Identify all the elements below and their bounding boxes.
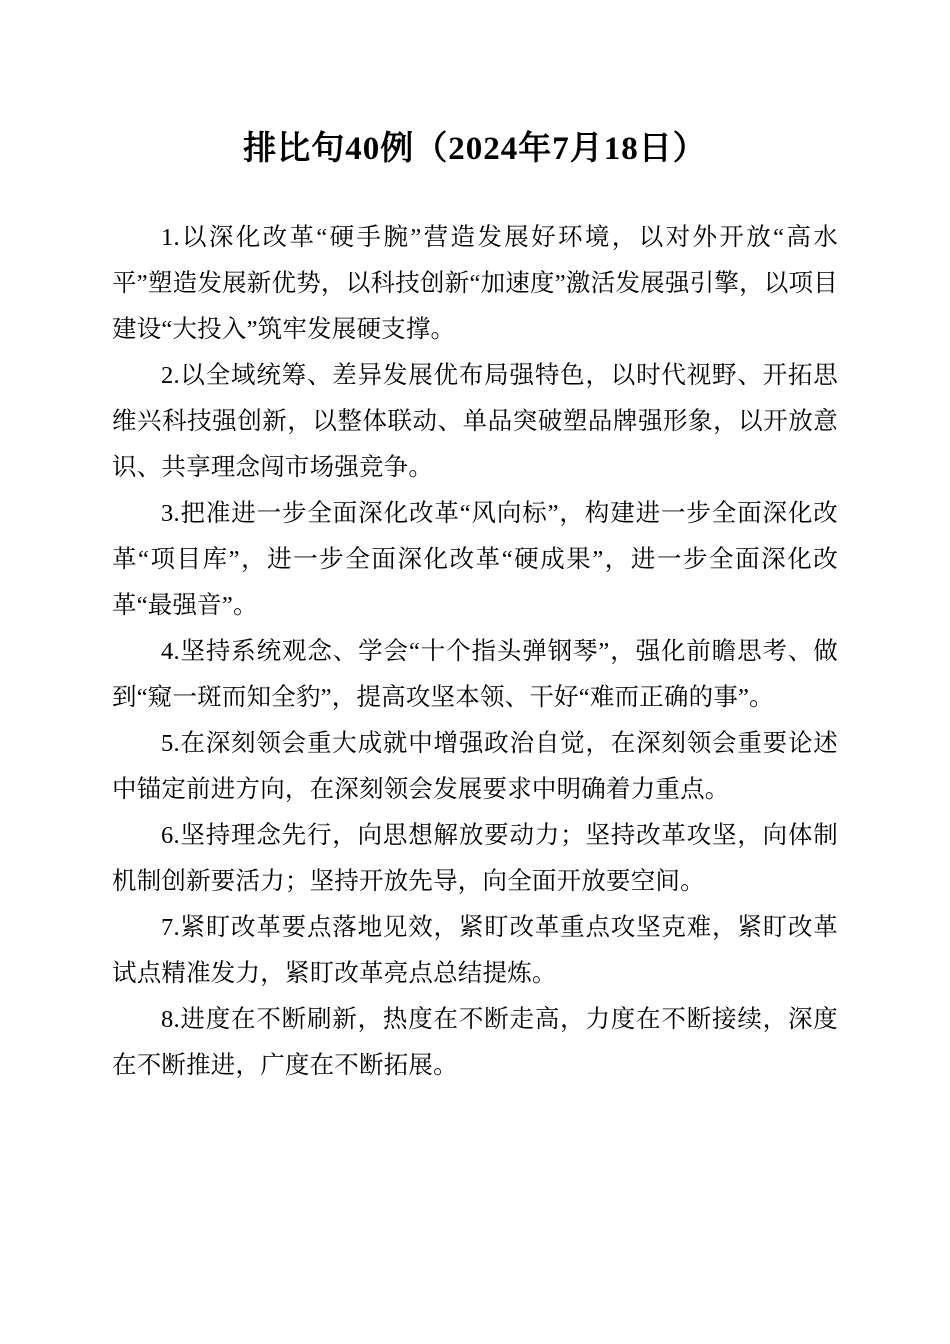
paragraph-item: 7.紧盯改革要点落地见效，紧盯改革重点攻坚克难，紧盯改革试点精准发力，紧盯改革亮点总结提炼。 bbox=[112, 913, 838, 987]
paragraph-item: 8.进度在不断刷新，热度在不断走高，力度在不断接续，深度在不断推进，广度在不断拓展。 bbox=[112, 1005, 838, 1079]
page-title: 排比句40例（2024年7月18日） bbox=[243, 131, 707, 167]
paragraph-item: 5.在深刻领会重大成就中增强政治自觉，在深刻领会重要论述中锚定前进方向，在深刻领会发展要求中明确着力重点。 bbox=[112, 729, 838, 803]
paragraph-item: 4.坚持系统观念、学会“十个指头弹钢琴”，强化前瞻思考、做到“窥一斑而知全豹”，提高攻坚本领、干好“难而正确的事”。 bbox=[112, 637, 838, 711]
paragraph-item: 6.坚持理念先行，向思想解放要动力；坚持改革攻坚，向体制机制创新要活力；坚持开放先导，向全面开放要空间。 bbox=[112, 821, 838, 895]
paragraph-list bbox=[112, 215, 838, 1089]
paragraph-item: 1.以深化改革“硬手腕”营造发展好环境，以对外开放“高水平”塑造发展新优势，以科技创新“加速度”激活发展强引擎，以项目建设“大投入”筑牢发展硬支撑。 bbox=[112, 223, 838, 343]
paragraph-item: 2.以全域统筹、差异发展优布局强特色，以时代视野、开拓思维兴科技强创新，以整体联动、单品突破塑品牌强形象，以开放意识、共享理念闯市场强竞争。 bbox=[112, 361, 838, 481]
paragraph-item: 3.把准进一步全面深化改革“风向标”，构建进一步全面深化改革“项目库”，进一步全面深化改革“硬成果”，进一步全面深化改革“最强音”。 bbox=[112, 499, 838, 619]
document-body bbox=[112, 0, 838, 1089]
